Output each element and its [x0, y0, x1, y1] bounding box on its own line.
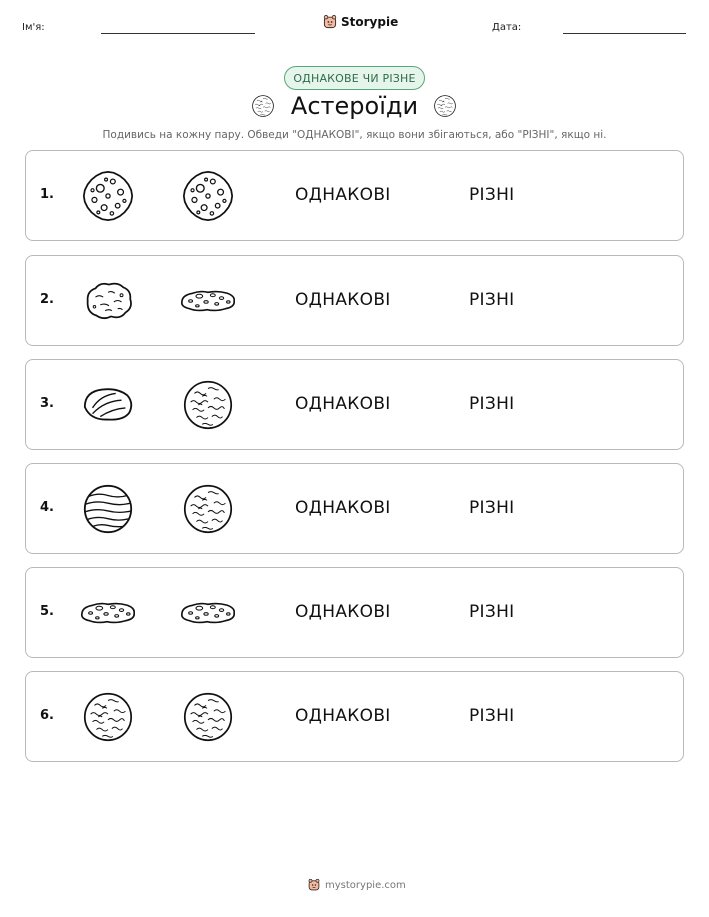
wavy-asteroid-icon	[432, 93, 458, 119]
option-different[interactable]: РІЗНІ	[469, 498, 515, 518]
worksheet-type-badge: ОДНАКОВЕ ЧИ РІЗНЕ	[284, 66, 425, 90]
option-same[interactable]: ОДНАКОВІ	[295, 498, 391, 518]
flat-asteroid-icon	[179, 272, 237, 330]
option-different[interactable]: РІЗНІ	[469, 290, 515, 310]
instructions: Подивись на кожну пару. Обведи "ОДНАКОВІ", якщо вони збігаються, або "РІЗНІ", якщо ні.	[102, 129, 607, 141]
wavy-asteroid-icon	[79, 688, 137, 746]
brand-name: Storypie	[341, 15, 399, 29]
rock-asteroid-icon	[79, 376, 137, 434]
striped-asteroid-icon	[79, 480, 137, 538]
option-different[interactable]: РІЗНІ	[469, 394, 515, 414]
question-number: 2.	[40, 292, 54, 307]
lumpy-asteroid-icon	[79, 272, 137, 330]
question-number: 3.	[40, 396, 54, 411]
question-number: 5.	[40, 604, 54, 619]
question-number: 6.	[40, 708, 54, 723]
footer	[307, 878, 406, 892]
name-label: Ім'я:	[22, 22, 45, 33]
mascot-icon	[307, 878, 321, 892]
mascot-icon	[322, 14, 338, 30]
question-number: 1.	[40, 187, 54, 202]
brand-logo	[322, 12, 398, 32]
cratered-asteroid-icon	[79, 167, 137, 225]
worksheet-header	[0, 0, 709, 40]
cratered-asteroid-icon	[179, 167, 237, 225]
option-same[interactable]: ОДНАКОВІ	[295, 706, 391, 726]
question-row	[25, 359, 684, 450]
question-row	[25, 463, 684, 554]
question-row	[25, 567, 684, 658]
wavy-asteroid-icon	[179, 376, 237, 434]
date-line	[563, 33, 686, 34]
question-row	[25, 671, 684, 762]
wavy-asteroid-icon	[179, 480, 237, 538]
option-same[interactable]: ОДНАКОВІ	[295, 602, 391, 622]
question-row	[25, 255, 684, 346]
page-title: Астероїди	[290, 92, 419, 120]
option-same[interactable]: ОДНАКОВІ	[295, 185, 391, 205]
question-number: 4.	[40, 500, 54, 515]
option-same[interactable]: ОДНАКОВІ	[295, 290, 391, 310]
flat-asteroid-icon	[79, 584, 137, 642]
question-row	[25, 150, 684, 241]
wavy-asteroid-icon	[179, 688, 237, 746]
name-line	[101, 33, 255, 34]
option-different[interactable]: РІЗНІ	[469, 706, 515, 726]
date-label: Дата:	[492, 22, 522, 33]
option-different[interactable]: РІЗНІ	[469, 602, 515, 622]
flat-asteroid-icon	[179, 584, 237, 642]
option-different[interactable]: РІЗНІ	[469, 185, 515, 205]
option-same[interactable]: ОДНАКОВІ	[295, 394, 391, 414]
footer-website: mystorypie.com	[325, 879, 406, 891]
